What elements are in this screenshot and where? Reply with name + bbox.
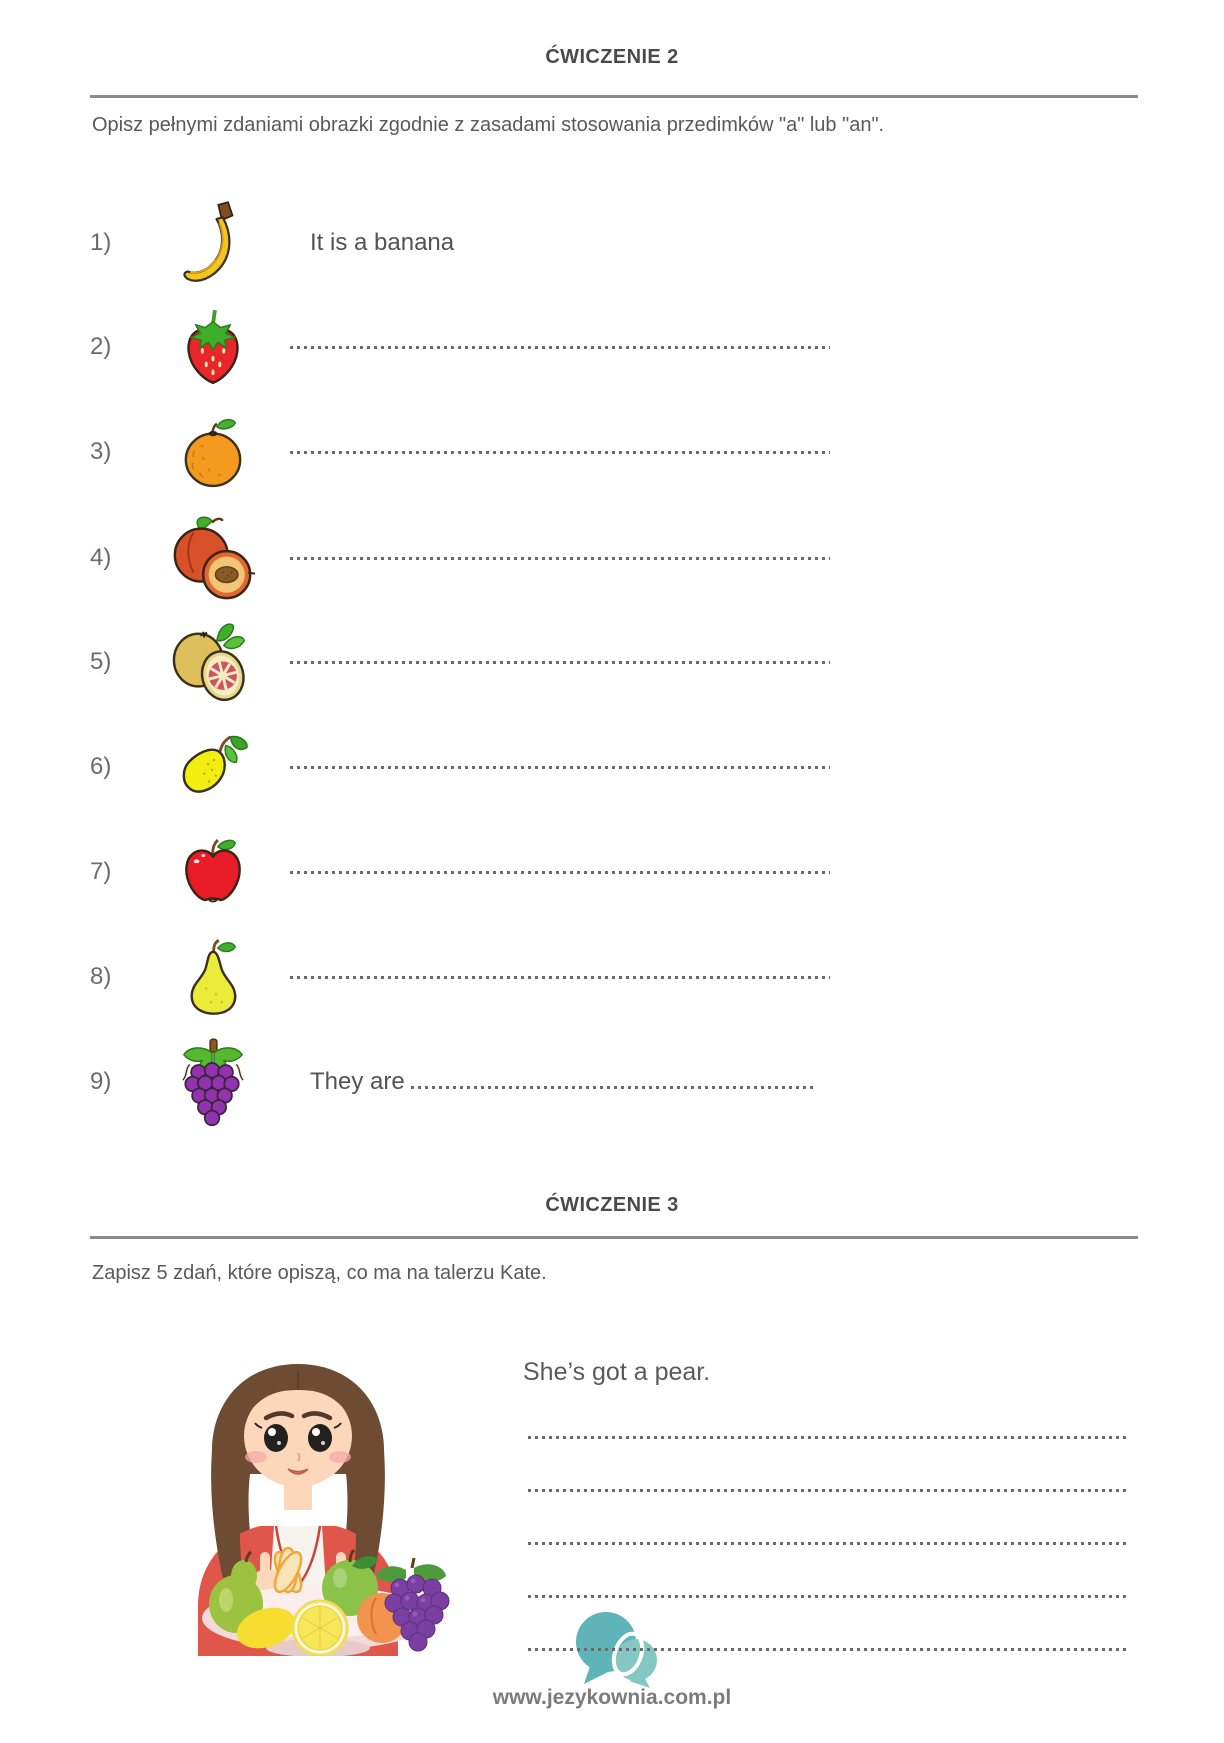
- answer-prefix: They are: [310, 1068, 412, 1095]
- lemon-icon: [135, 731, 290, 803]
- answer-blank-line[interactable]: [528, 1436, 1130, 1439]
- item-number: 5): [90, 648, 112, 675]
- answer-blank-line[interactable]: [290, 871, 830, 874]
- exercise2-title: ĆWICZENIE 2: [545, 46, 679, 68]
- peach-icon: [135, 513, 290, 603]
- answer-blank-line[interactable]: [290, 766, 830, 769]
- apple-icon: [135, 837, 290, 907]
- item-number: 9): [90, 1068, 112, 1095]
- answer-blank-line[interactable]: [290, 346, 830, 349]
- exercise3-example-sentence: She’s got a pear.: [523, 1358, 711, 1386]
- answer-blank-line[interactable]: [528, 1489, 1130, 1492]
- exercise3-title: ĆWICZENIE 3: [545, 1194, 679, 1216]
- exercise2-item-8: [90, 922, 830, 1032]
- item-number: 3): [90, 438, 112, 465]
- divider-line: [90, 1236, 1138, 1239]
- answer-blank-line[interactable]: [290, 451, 830, 454]
- exercise3-instruction: Zapisz 5 zdań, które opiszą, co ma na talerzu Kate.: [92, 1262, 547, 1284]
- answer-blank-line[interactable]: [290, 976, 830, 979]
- exercise2-item-2: [90, 292, 830, 402]
- exercise2-item-4: [90, 503, 830, 613]
- website-url: www.jezykownia.com.pl: [492, 1686, 732, 1709]
- answer-text: It is a banana: [310, 229, 455, 256]
- exercise2-item-9: [90, 1027, 830, 1137]
- grapes-icon: [135, 1037, 290, 1127]
- banana-icon: [135, 194, 290, 292]
- exercise2-item-5: [90, 607, 830, 717]
- kate-with-fruit-plate-image: [138, 1356, 468, 1656]
- answer-blank-line[interactable]: [528, 1595, 1130, 1598]
- answer-blank-line[interactable]: [290, 661, 830, 664]
- exercise2-item-7: [90, 817, 830, 927]
- exercise2-item-3: [90, 397, 830, 507]
- item-answer: [310, 229, 815, 257]
- pear-icon: [135, 938, 290, 1016]
- grapefruit-icon: [135, 620, 290, 704]
- item-number: 7): [90, 858, 112, 885]
- exercise2-item-6: [90, 712, 830, 822]
- divider-line: [90, 95, 1138, 98]
- exercise2-instruction: Opisz pełnymi zdaniami obrazki zgodnie z zasadami stosowania przedimków "a" lub "an".: [92, 114, 885, 136]
- item-answer: [310, 1068, 815, 1096]
- answer-blank-line[interactable]: [528, 1542, 1130, 1545]
- orange-icon: [135, 414, 290, 490]
- exercise2-item-1: [90, 188, 830, 298]
- item-number: 8): [90, 963, 112, 990]
- item-number: 4): [90, 544, 112, 571]
- item-number: 2): [90, 333, 112, 360]
- answer-blank-line[interactable]: [411, 1086, 815, 1089]
- item-number: 6): [90, 753, 112, 780]
- answer-blank-line[interactable]: [528, 1648, 1130, 1651]
- item-number: 1): [90, 229, 112, 256]
- answer-blank-line[interactable]: [290, 557, 830, 560]
- strawberry-icon: [135, 308, 290, 386]
